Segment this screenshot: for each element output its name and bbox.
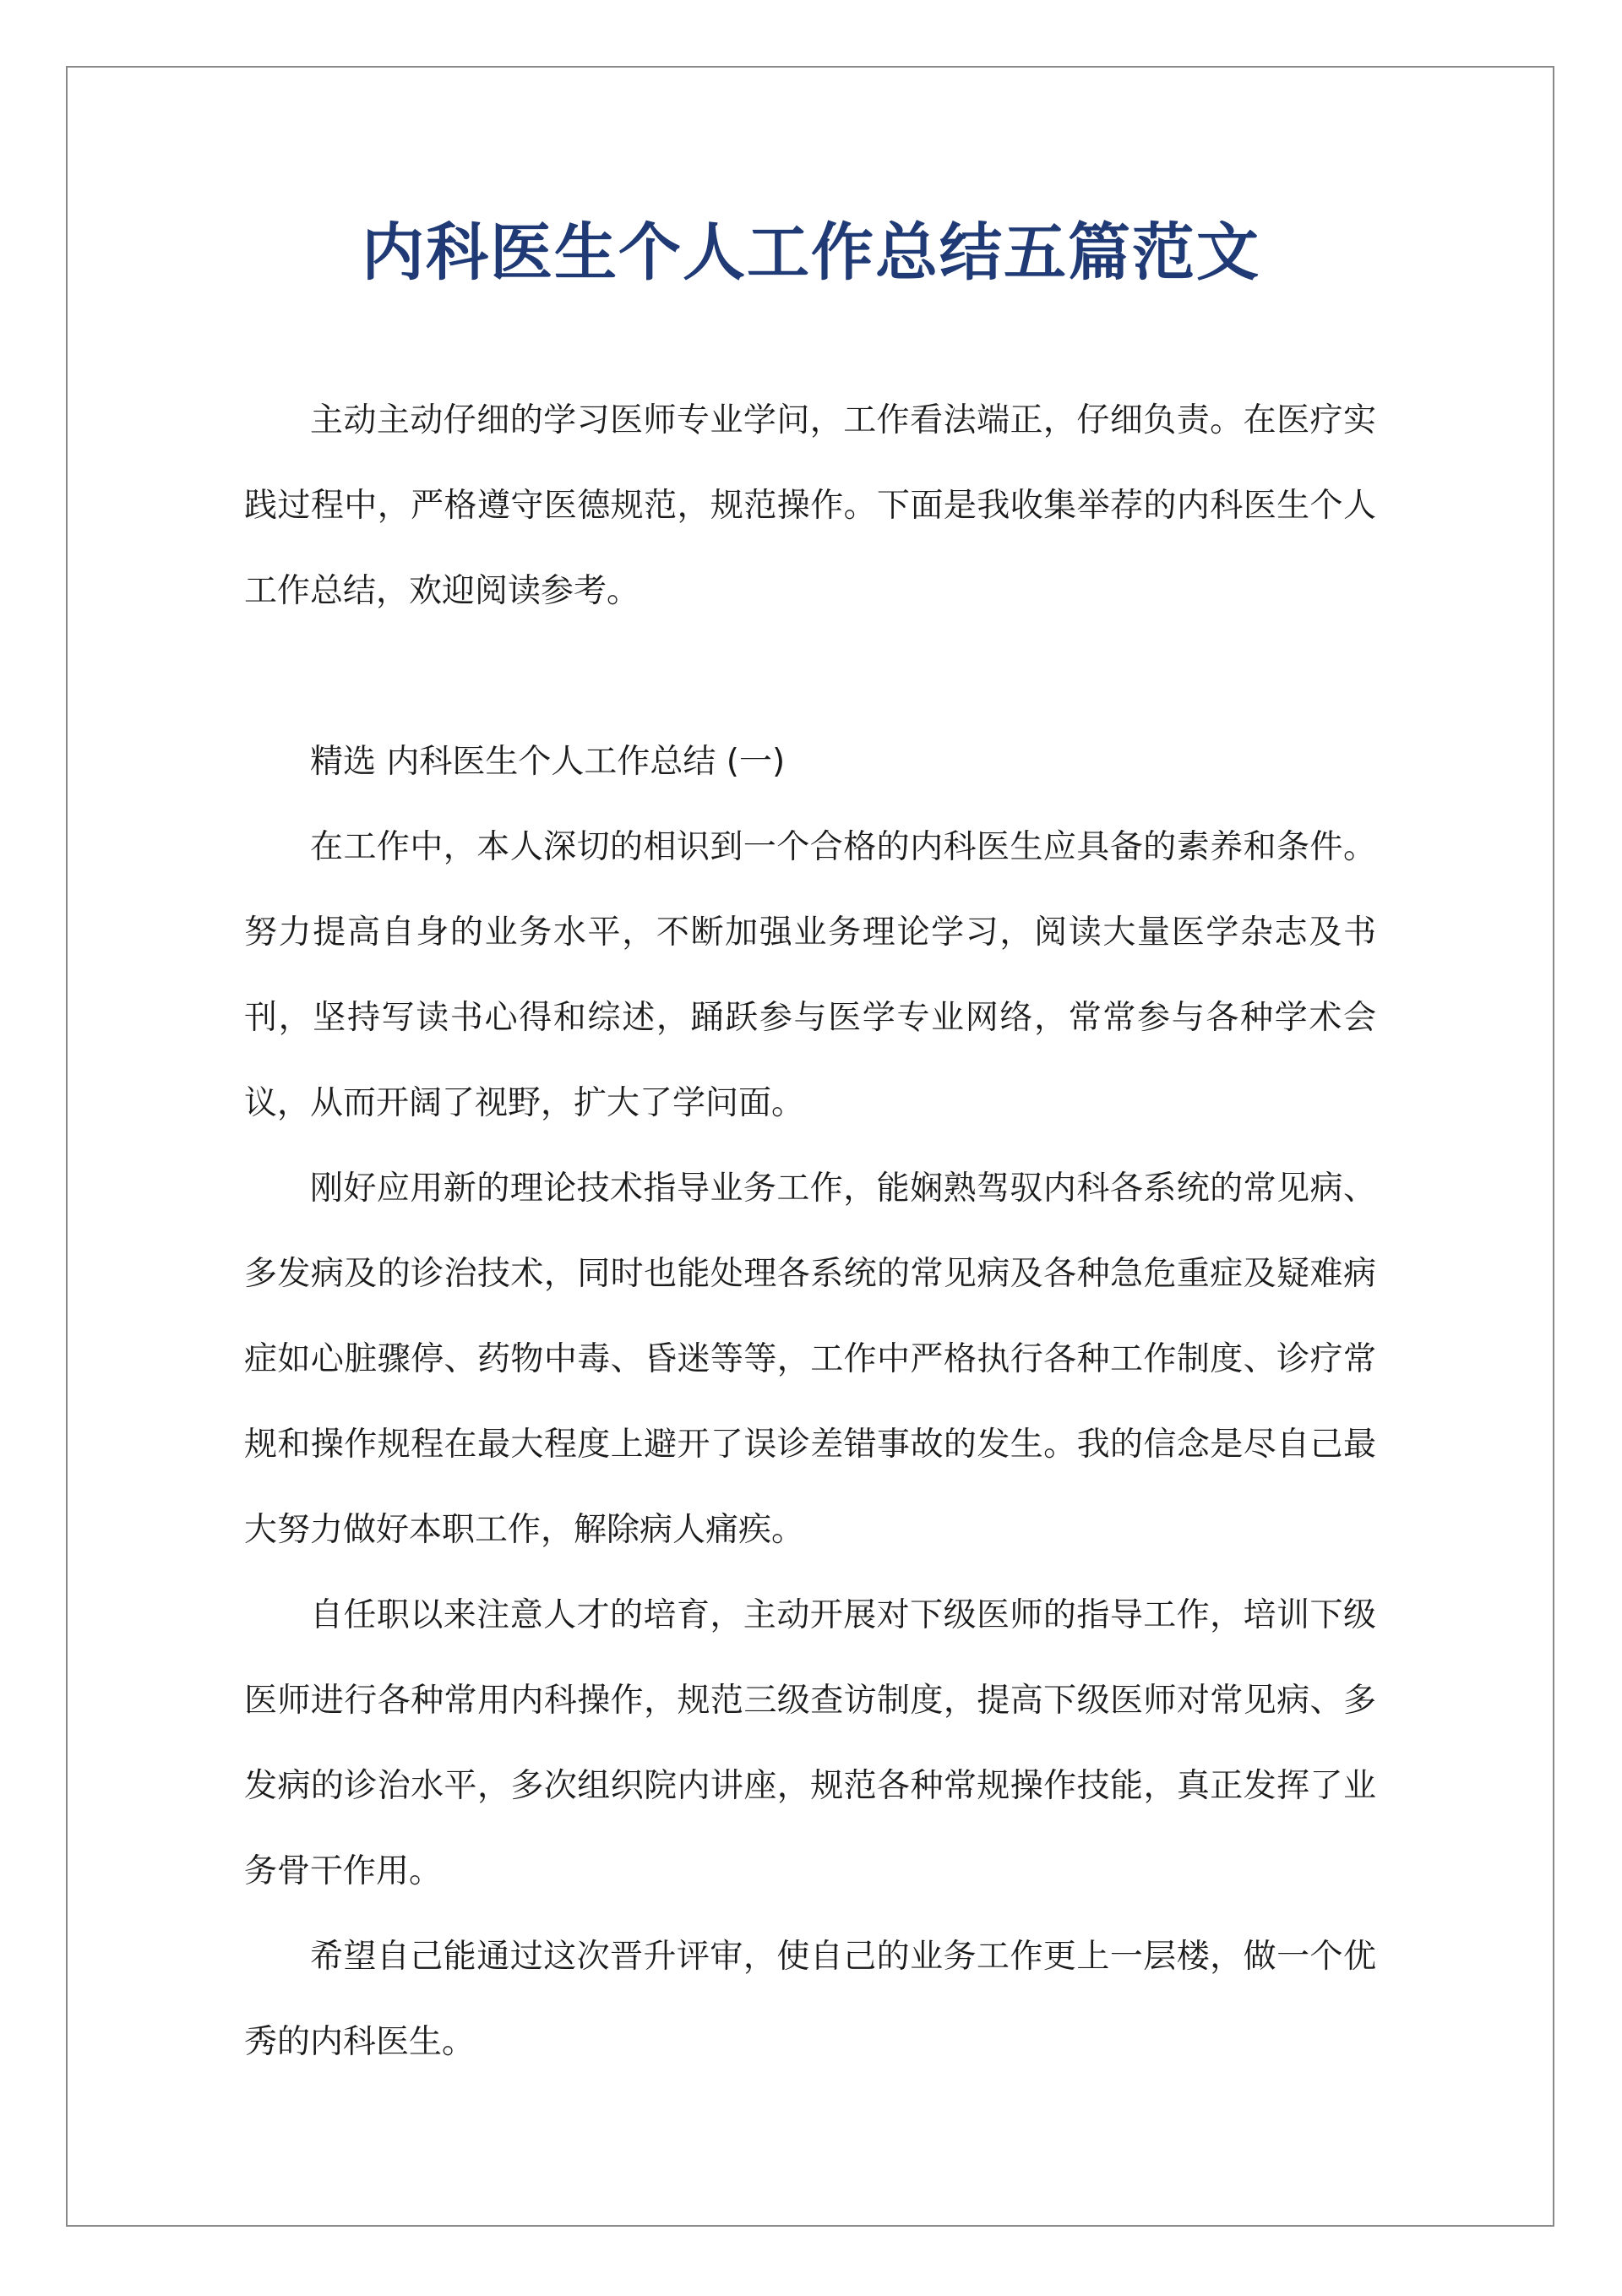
document-body	[244, 378, 1376, 2085]
body-paragraph-3: 自任职以来注意人才的培育，主动开展对下级医师的指导工作，培训下级医师进行各种常用内科操作，规范三级查访制度，提高下级医师对常见病、多发病的诊治水平，多次组织院内讲座，规范各种常规操作技能，真正发挥了业务骨干作用。	[244, 1596, 1376, 1890]
document-title: 内科医生个人工作总结五篇范文	[362, 216, 1260, 289]
body-paragraph-1: 在工作中，本人深切的相识到一个合格的内科医生应具备的素养和条件。努力提高自身的业务水平，不断加强业务理论学习，阅读大量医学杂志及书刊，坚持写读书心得和综述，踊跃参与医学专业网络，常常参与各种学术会议，从而开阔了视野，扩大了学问面。	[244, 828, 1376, 1122]
body-paragraph-2: 刚好应用新的理论技术指导业务工作，能娴熟驾驭内科各系统的常见病、多发病及的诊治技术，同时也能处理各系统的常见病及各种急危重症及疑难病症如心脏骤停、药物中毒、昏迷等等，工作中严格执行各种工作制度、诊疗常规和操作规程在最大程度上避开了误诊差错事故的发生。我的信念是尽自己最大努力做好本职工作，解除病人痛疾。	[244, 1170, 1376, 1549]
section-heading: 精选 内科医生个人工作总结 (一)	[310, 743, 786, 781]
body-paragraph-4: 希望自己能通过这次晋升评审，使自己的业务工作更上一层楼，做一个优秀的内科医生。	[244, 1938, 1376, 2061]
intro-paragraph: 主动主动仔细的学习医师专业学问，工作看法端正，仔细负责。在医疗实践过程中，严格遵守医德规范，规范操作。下面是我收集举荐的内科医生个人工作总结，欢迎阅读参考。	[244, 401, 1376, 610]
